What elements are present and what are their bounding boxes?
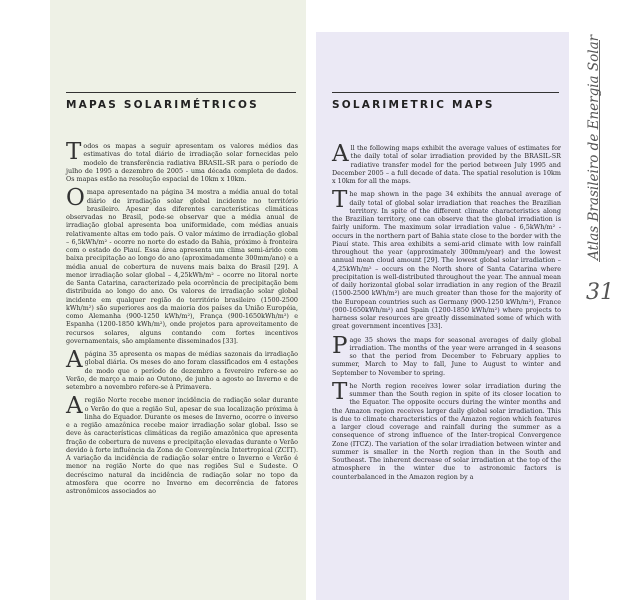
paragraph — [66, 139, 298, 183]
english-body-text — [332, 141, 561, 486]
english-section-header — [332, 92, 559, 111]
paragraph-text: age 35 shows the maps for seasonal averages of daily global irradiation. The months of the year were arranged in 4 seasons so that the period from December to February applies to summer, March to May to fall, June to August to winter and September to November to spring. — [332, 335, 561, 377]
paragraph-text: odos os mapas a seguir apresentam os valores médios das estimativas do total diário de irradiação solar fornecidas pelo modelo de transferência radiativa BRASIL-SR para o período de julho de 1995 a dezembro de 2005 - uma década completa de dados. Os mapas estão na resolução espacial de 10km x 10km. — [66, 142, 298, 183]
drop-cap: P — [332, 332, 348, 359]
paragraph-text: he North region receives lower solar irradiation during the summer than the South region in spite of its closer location to the Equator. The opposite occurs during the winter months and the Amazon region receives larger daily global solar irradiation. This is due to climate characteristics of the Amazon region which features a larger cloud coverage and rainfall during the summer as a consequence of strong influence of the Inter-tropical Convergence Zone (ITCZ). The variation of the solar irradiation between winter and summer is smaller in the North region than in the South and Southeast. The inherent decrease of solar irradiation at the top of the atmosphere in the winter due to astronomic factors is counterbalanced in the Amazon region by a — [332, 381, 561, 481]
paragraph-text: he map shown in the page 34 exhibits the annual average of daily total of global solar irradiation that reaches the Brazilian territory. In spite of the different climate characteristics along the Brazilian territory, one can observe that the global irradiation is fairly uniform. The maximum solar irradiation value - 6,5kWh/m² - occurs in the northern part of Bahia state close to the border with the Piauí state. This area exhibits a semi-arid climate with low rainfall throughout the year (approximately 300mm/year) and the lowest annual mean cloud amount [29]. The lowest global solar irradiation – 4,25kWh/m² – occurs on the North shore of Santa Catarina where precipitation is well-distributed throughout the year. The annual mean of daily horizontal global solar irradiation in any region of the Brazil (1500-2500 kWh/m²) are much greater than those for the majority of the European countries such as Germany (900-1250 kWh/m²), France (900-1650kWh/m²) and Spain (1200-1850 kWh/m²) where projects to harness solar resources are greatly disseminated some of which with great government incentives [33]. — [332, 190, 561, 331]
portuguese-body-text — [66, 139, 298, 500]
paragraph — [332, 141, 561, 185]
drop-cap: T — [332, 378, 348, 405]
portuguese-section-title: MAPAS SOLARIMÉTRICOS — [66, 99, 259, 111]
paragraph — [66, 347, 298, 391]
portuguese-section-header — [66, 92, 296, 111]
paragraph-text: ll the following maps exhibit the average values of estimates for the daily total of solar irradiation provided by the BRASIL-SR radiative transfer model for the period between July 1995 and December 2005 – a full decade of data. The spatial resolution is 10km x 10km for all the maps. — [332, 144, 561, 185]
paragraph-text: mapa apresentado na página 34 mostra a média anual do total diário de irradiação solar global incidente no território brasileiro. Apesar das diferentes características climáticas observadas no Brasil, pode-se observar que a média anual de irradiação global apresenta boa uniformidade, com médias anuais relativamente altas em todo país. O valor máximo de irradiação global – 6,5kWh/m² - ocorre no norte do estado da Bahia, próximo à fronteira com o estado do Piauí. Essa área apresenta um clima semi-árido com baixa precipitação ao longo do ano (aproximadamente 300mm/ano) e a média anual de cobertura de nuvens mais baixa do Brasil [29]. A menor irradiação solar global – 4,25kWh/m² – ocorre no litoral norte de Santa Catarina, caracterizado pela ocorrência de precipitação bem distribuída ao longo do ano. Os valores de irradiação solar global incidente em qualquer região do território brasileiro (1500-2500 kWh/m²) são superiores aos da maioria dos países da União Européia, como Alemanha (900-1250 kWh/m²), França (900-1650kWh/m²) e Espanha (1200-1850 kWh/m²), onde projetos para aproveitamento de recursos solares, alguns contando com fortes incentivos governamentais, são amplamente disseminados [33]. — [66, 188, 298, 345]
paragraph-text: região Norte recebe menor incidência de radiação solar durante o Verão do que a região Sul, apesar de sua localização próxima à linha do Equador. Durante os meses de Inverno, ocorre o inverso e a região amazônica recebe maior irradiação solar global. Isso se deve às características climáticas da região amazônica que apresenta fração de cobertura de nuvens e precipitação elevadas durante o Verão devido à forte influência da Zona de Convergência Intertropical (ZCIT). A variação da incidência de radiação solar entre o Inverno e Verão é menor na região Norte do que nas regiões Sul e Sudeste. O decréscimo natural da incidência de radiação solar no topo da atmosfera que ocorre no Inverno em decorrência de fatores astronômicos associados ao — [66, 396, 298, 495]
drop-cap: A — [66, 393, 83, 420]
paragraph — [332, 332, 561, 377]
paragraph — [66, 185, 298, 345]
page-number: 31 — [586, 280, 614, 305]
english-column — [316, 32, 569, 600]
portuguese-column — [50, 0, 306, 600]
drop-cap: T — [66, 139, 82, 165]
atlas-title: Atlas Brasileiro de Energia Solar — [586, 34, 602, 260]
drop-cap: A — [332, 141, 349, 167]
drop-cap: O — [66, 185, 85, 212]
english-section-title: SOLARIMETRIC MAPS — [332, 99, 495, 111]
paragraph-text: página 35 apresenta os mapas de médias sazonais da irradiação global diária. Os meses do ano foram classificados em 4 estações de modo que o período de dezembro a fevereiro refere-se ao Verão, de março a maio ao Outono, de junho a agosto ao Inverno e de setembro a novembro refere-se à Primavera. — [66, 350, 298, 391]
drop-cap: A — [66, 347, 83, 373]
paragraph — [332, 378, 561, 481]
paragraph — [66, 393, 298, 495]
drop-cap: T — [332, 187, 348, 214]
paragraph — [332, 187, 561, 331]
